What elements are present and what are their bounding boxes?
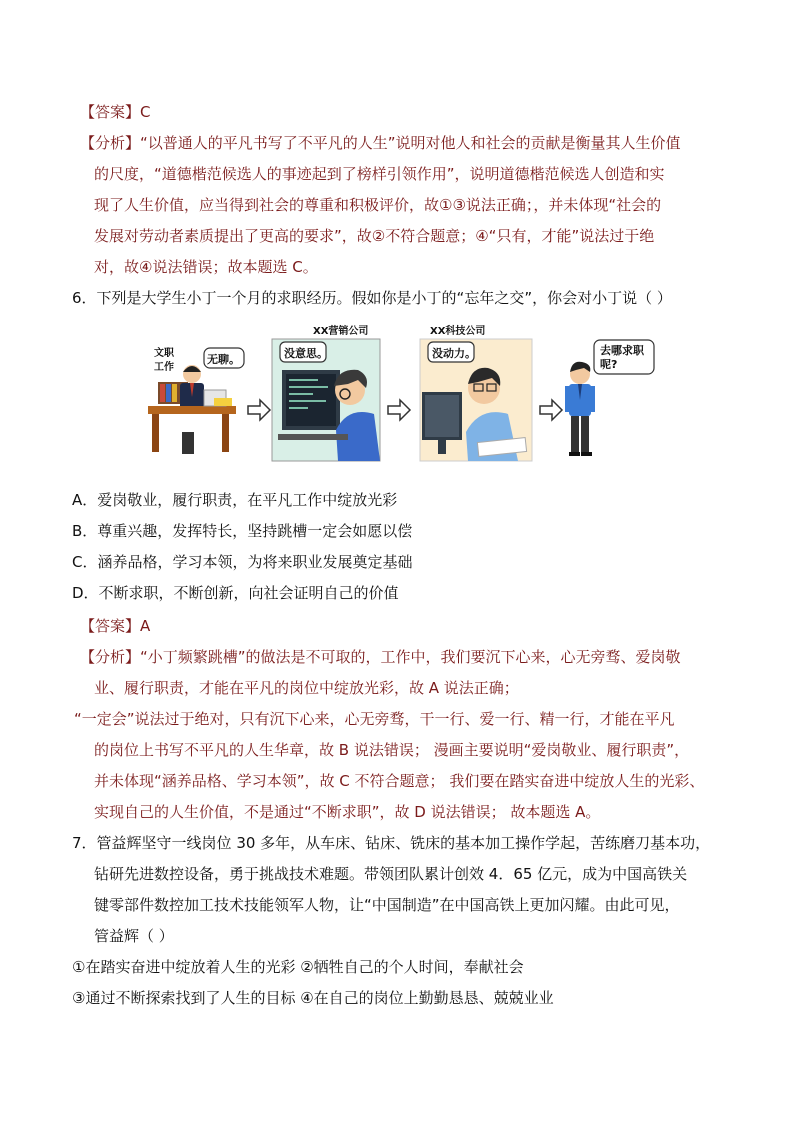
q6-analysis-line: 【分析】“小丁频繁跳槽”的做法是不可取的，工作中，我们要沉下心来，心无旁骛、爱岗敬 bbox=[80, 648, 681, 666]
panel1-label: 文职工作 bbox=[154, 348, 174, 373]
arrow-icon bbox=[248, 400, 270, 420]
arrow-icon bbox=[388, 400, 410, 420]
q6-answer: 【答案】A bbox=[80, 617, 151, 635]
panel-marketing-company bbox=[272, 324, 380, 461]
q6-stem: 6．下列是大学生小丁一个月的求职经历。假如你是小丁的“忘年之交”，你会对小丁说（ ） bbox=[72, 289, 672, 307]
panel-office-worker bbox=[148, 346, 244, 454]
q5-analysis-line: 现了人生价值，应当得到社会的尊重和积极评价，故①③说法正确；，并未体现“社会的 bbox=[94, 196, 662, 214]
panel1-bubble-text: 无聊。 bbox=[207, 353, 240, 366]
q7-choice-line: ③通过不断探索找到了人生的目标 ④在自己的岗位上勤勤恳恳、兢兢业业 bbox=[72, 989, 554, 1007]
q6-analysis-line: 并未体现“涵养品格、学习本领”，故 C 不符合题意； 我们要在踏实奋进中绽放人生的光彩、 bbox=[94, 772, 705, 790]
q7-stem-line: 7．管益辉坚守一线岗位 30 多年，从车床、钻床、铣床的基本加工操作学起，苦练磨刀基本功， bbox=[72, 834, 711, 852]
panel4-bubble-text: 去哪求职呢? bbox=[600, 344, 644, 371]
q6-option-d: D．不断求职，不断创新，向社会证明自己的价值 bbox=[72, 584, 399, 602]
q6-option-a: A．爱岗敬业，履行职责，在平凡工作中绽放光彩 bbox=[72, 491, 398, 509]
panel-tech-company bbox=[420, 324, 532, 461]
panel2-title: XX营销公司 bbox=[313, 326, 369, 337]
q5-analysis-line: 发展对劳动者素质提出了更高的要求”，故②不符合题意；④“只有，才能”说法过于绝 bbox=[94, 227, 655, 245]
q5-answer: 【答案】C bbox=[80, 103, 151, 121]
arrow-icon bbox=[540, 400, 562, 420]
q6-option-b: B．尊重兴趣，发挥特长，坚持跳槽一定会如愿以偿 bbox=[72, 522, 413, 540]
panel-job-seeker bbox=[565, 340, 654, 456]
q6-option-c: C．涵养品格，学习本领，为将来职业发展奠定基础 bbox=[72, 553, 413, 571]
q7-stem-line: 钻研先进数控设备，勇于挑战技术难题。带领团队累计创效 4．65 亿元，成为中国高铁关 bbox=[94, 865, 688, 883]
q6-analysis-line: 实现自己的人生价值，不是通过“不断求职”，故 D 说法错误； 故本题选 A。 bbox=[94, 803, 601, 821]
q7-choice-line: ①在踏实奋进中绽放着人生的光彩 ②牺牲自己的个人时间，奉献社会 bbox=[72, 958, 524, 976]
panel3-bubble-text: 没动力。 bbox=[432, 347, 476, 360]
comic-strip bbox=[148, 322, 710, 470]
q5-analysis-line: 对，故④说法错误；故本题选 C。 bbox=[94, 258, 318, 276]
q5-analysis-line: 的尺度，“道德楷范候选人的事迹起到了榜样引领作用”，说明道德楷范候选人创造和实 bbox=[94, 165, 665, 183]
q7-stem-line: 管益辉（ ） bbox=[94, 927, 174, 945]
q6-analysis-line: 的岗位上书写不平凡的人生华章，故 B 说法错误； 漫画主要说明“爱岗敬业、履行职责”， bbox=[94, 741, 690, 759]
panel2-bubble-text: 没意思。 bbox=[284, 347, 328, 360]
q6-analysis-line: “一定会”说法过于绝对，只有沉下心来，心无旁骛，干一行、爱一行、精一行，才能在平凡 bbox=[74, 710, 675, 728]
q5-analysis-line: 【分析】“以普通人的平凡书写了不平凡的人生”说明对他人和社会的贡献是衡量其人生价值 bbox=[80, 134, 681, 152]
q6-analysis-line: 业、履行职责，才能在平凡的岗位中绽放光彩，故 A 说法正确； bbox=[94, 679, 519, 697]
panel3-title: XX科技公司 bbox=[430, 326, 486, 337]
q7-stem-line: 键零部件数控加工技术技能领军人物，让“中国制造”在中国高铁上更加闪耀。由此可见， bbox=[94, 896, 680, 914]
